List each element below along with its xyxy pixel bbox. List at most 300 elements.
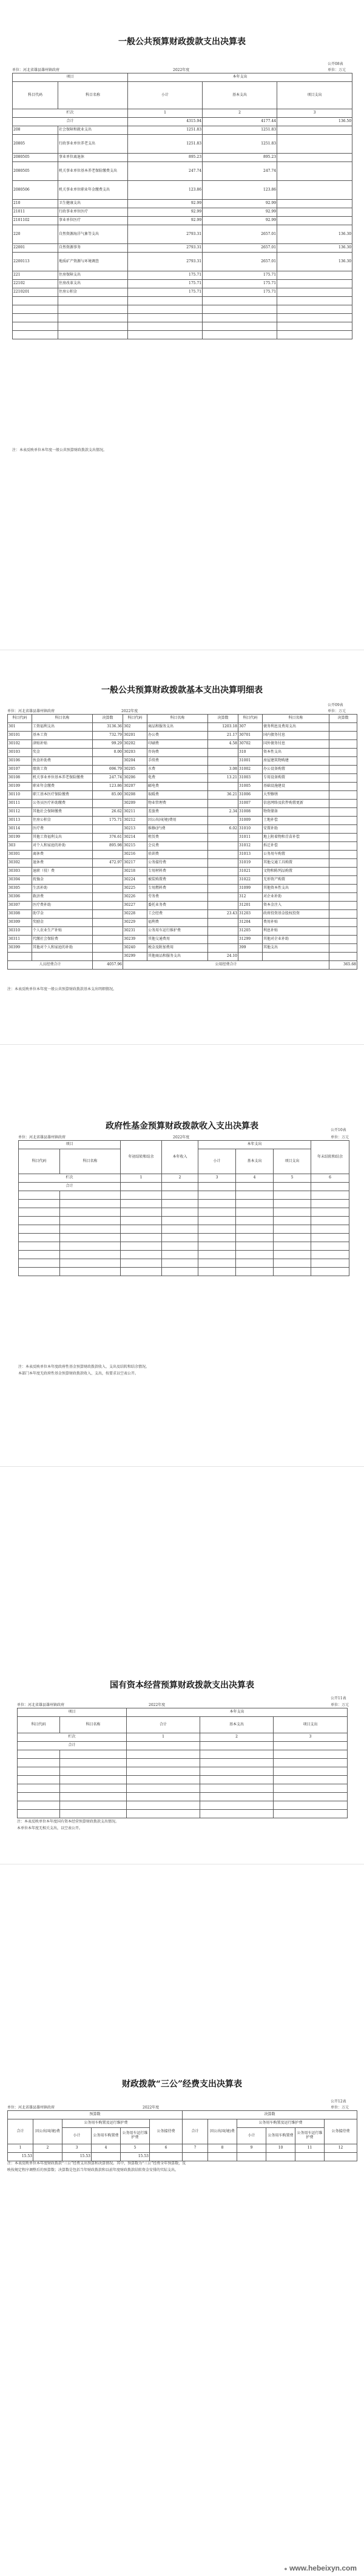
header-row <box>19 1141 349 1149</box>
empty-cell <box>121 1225 162 1234</box>
column-number: 6 <box>311 1174 349 1183</box>
subject-code: 399 <box>238 944 263 953</box>
subject-code: 31204 <box>238 919 263 927</box>
amount-cell <box>183 2153 208 2161</box>
money-unit: 单位：万元 <box>331 1135 349 1140</box>
column-label: 栏次 <box>13 109 128 118</box>
subject-name: 行政事业单位医疗 <box>58 208 128 217</box>
amount-cell: 247.74 <box>93 774 123 783</box>
empty-cell <box>200 1793 274 1801</box>
table-row <box>13 126 352 135</box>
header-total: 合计 <box>127 1717 200 1733</box>
total-value: 136.50 <box>277 118 352 126</box>
table-note: 注：本表反映单位本年度一般公共预算财政拨款基本支出明细情况。 <box>7 987 117 991</box>
subject-code: 31022 <box>238 876 263 885</box>
subject-name: 社会保障和就业支出 <box>58 126 128 135</box>
empty-cell <box>274 1208 311 1217</box>
form-number: 公开11表 <box>331 1696 346 1701</box>
total-label: 合计 <box>19 1183 121 1191</box>
table-row <box>13 162 352 181</box>
column-number: 9 <box>237 2144 266 2153</box>
subject-name: 办公设备购置 <box>263 766 329 774</box>
empty-cell <box>162 1234 198 1242</box>
amount-cell <box>93 851 123 859</box>
column-number: 2 <box>200 1733 274 1742</box>
empty-cell <box>60 1251 121 1259</box>
empty-cell <box>121 1217 162 1225</box>
subject-name: 利息补贴 <box>263 927 329 936</box>
empty-cell <box>311 1268 349 1276</box>
column-number: 12 <box>325 2144 357 2153</box>
empty-cell <box>18 1750 60 1759</box>
header-row <box>8 715 357 723</box>
subject-code: 30209 <box>123 800 147 808</box>
amount-cell: 895.98 <box>93 842 123 851</box>
subject-code: 30101 <box>8 732 32 740</box>
table-row <box>8 740 357 749</box>
table-row <box>8 825 357 834</box>
total-value: 2793.31 <box>128 225 203 244</box>
subject-name: 公务用车购置 <box>263 851 329 859</box>
amount-cell: 123.86 <box>93 783 123 791</box>
subject-code: 30107 <box>8 766 32 774</box>
amount-cell <box>93 885 123 893</box>
amount-cell <box>329 834 357 842</box>
empty-cell <box>274 1268 311 1276</box>
subject-code: 30103 <box>8 749 32 757</box>
subject-name: 医疗费 <box>32 825 93 834</box>
money-unit: 单位：万元 <box>328 709 346 713</box>
three-public-table <box>7 2110 357 2161</box>
project-value <box>277 154 352 162</box>
subject-code: 30701 <box>238 732 263 740</box>
subject-name: 退职（役）费 <box>32 868 93 876</box>
column-header: 科目名称 <box>32 715 93 723</box>
subject-name: 资本性支出 <box>263 749 329 757</box>
subject-name: 土地补偿 <box>263 817 329 825</box>
subject-name: 助学金 <box>32 910 93 919</box>
empty-cell <box>277 297 352 305</box>
total-value: 247.74 <box>128 162 203 181</box>
empty-cell <box>198 1208 236 1217</box>
column-number: 8 <box>208 2144 237 2153</box>
project-value <box>277 181 352 200</box>
table-row <box>8 774 357 783</box>
subject-name: 房屋建筑物购建 <box>263 757 329 766</box>
expenditure-table <box>12 73 352 339</box>
amount-cell: 0.00 <box>93 749 123 757</box>
total-row <box>18 1742 348 1750</box>
empty-cell <box>198 1200 236 1208</box>
empty-cell <box>203 322 277 331</box>
table-row <box>13 217 352 225</box>
subject-code: 30310 <box>8 927 32 936</box>
project-value: 136.30 <box>277 253 352 271</box>
amount-cell <box>208 893 238 902</box>
subject-name: 奖金 <box>32 749 93 757</box>
subject-code: 30305 <box>8 885 32 893</box>
amount-cell <box>208 868 238 876</box>
empty-row <box>18 1759 348 1767</box>
empty-cell <box>19 1225 60 1234</box>
empty-row <box>19 1208 349 1217</box>
subject-code: 31021 <box>238 868 263 876</box>
gov-fund-table <box>18 1140 349 1276</box>
header-actual: 本年支出 <box>127 1708 348 1717</box>
subject-name <box>32 953 93 961</box>
table-row <box>8 723 357 732</box>
empty-cell <box>128 331 203 339</box>
table-row <box>8 936 357 944</box>
amount-cell: 175.71 <box>93 817 123 825</box>
subject-name: 资本金注入 <box>263 902 329 910</box>
subject-name: 代缴社会保险费 <box>32 936 93 944</box>
fiscal-year: 2022年度 <box>173 1135 190 1140</box>
empty-cell <box>203 305 277 314</box>
amount-cell <box>93 800 123 808</box>
header-car-running: 公务用车运行维护费 <box>295 2128 325 2144</box>
empty-cell <box>236 1268 274 1276</box>
column-number: 2 <box>203 109 277 118</box>
subject-name: 政府投资基金股权投资 <box>263 910 329 919</box>
column-header: 科目代码 <box>8 715 32 723</box>
table-row <box>8 910 357 919</box>
column-number: 1 <box>121 1174 162 1183</box>
header-basic: 基本支出 <box>200 1717 274 1733</box>
money-unit: 单位：万元 <box>331 1703 349 1707</box>
empty-cell <box>60 1268 121 1276</box>
column-number: 3 <box>198 1174 236 1183</box>
header-project: 项目 <box>18 1708 127 1717</box>
subject-code: 30202 <box>123 740 147 749</box>
total-value: 175.71 <box>128 280 203 288</box>
basic-value: 175.71 <box>203 280 277 288</box>
empty-cell <box>203 331 277 339</box>
header-row <box>8 2119 357 2128</box>
table-note: 注：本表反映单位本年度财政拨款“三公”经费支出预算和决算情况。其中，预算数为“三公”经费全年预算数，反 <box>7 2161 186 2166</box>
subject-name: 专用燃料费 <box>147 885 208 893</box>
amount-cell <box>329 953 357 961</box>
empty-cell <box>13 297 58 305</box>
subject-name: 退休费 <box>32 859 93 868</box>
subject-name: 奖励金 <box>32 919 93 927</box>
subject-code: 30110 <box>8 791 32 800</box>
subject-code: 30102 <box>8 740 32 749</box>
column-header: 科目名称 <box>263 715 329 723</box>
total-value: 123.86 <box>128 181 203 200</box>
amount-cell <box>329 885 357 893</box>
empty-cell <box>274 1251 311 1259</box>
table-row <box>13 200 352 208</box>
empty-row <box>13 314 352 322</box>
basic-value: 247.74 <box>203 162 277 181</box>
subject-code: 30208 <box>123 791 147 800</box>
amount-cell <box>329 859 357 868</box>
empty-cell <box>200 1759 274 1767</box>
watermark-dot-icon: ● <box>284 2566 288 2572</box>
amount-cell <box>329 825 357 834</box>
empty-cell <box>127 1810 200 1818</box>
subject-name: 卫生健康支出 <box>58 200 128 208</box>
page-title: 一般公共预算财政拨款支出决算表 <box>118 37 246 47</box>
empty-cell <box>60 1259 121 1268</box>
subject-name: 事业单位离退休 <box>58 154 128 162</box>
table-row <box>8 859 357 868</box>
table-row <box>8 944 357 953</box>
header-end-balance: 年末结转和结余 <box>311 1141 349 1174</box>
subject-name: 专用材料费 <box>147 868 208 876</box>
amount-cell <box>329 876 357 885</box>
empty-cell <box>274 1217 311 1225</box>
subject-name: 医疗费补助 <box>32 902 93 910</box>
subject-name: 其他商品和服务支出 <box>147 953 208 961</box>
total-value: 4315.94 <box>128 118 203 126</box>
amount-cell <box>325 2153 357 2161</box>
subject-name: 国内债务付息 <box>263 732 329 740</box>
column-header: 决算数 <box>329 715 357 723</box>
fiscal-year: 2022年度 <box>143 2105 160 2110</box>
empty-cell <box>60 1217 121 1225</box>
subject-code: 30217 <box>123 859 147 868</box>
empty-cell <box>236 1217 274 1225</box>
empty-cell <box>274 1776 348 1784</box>
project-value <box>277 200 352 208</box>
subject-code: 30702 <box>238 740 263 749</box>
subject-name: 机关事业单位基本养老保险缴费支出 <box>58 162 128 181</box>
column-header: 科目代码 <box>123 715 147 723</box>
empty-cell <box>128 314 203 322</box>
total-label: 合计 <box>18 1742 127 1750</box>
subject-name: 其他支出 <box>263 944 329 953</box>
amount-cell <box>208 944 238 953</box>
subject-name: 津贴补贴 <box>32 740 93 749</box>
empty-cell <box>162 1268 198 1276</box>
subject-name: 租赁费 <box>147 834 208 842</box>
subject-code: 2101102 <box>13 217 58 225</box>
subject-code: 2210201 <box>13 288 58 297</box>
subject-code: 30218 <box>123 868 147 876</box>
subject-name: 其他工资福利支出 <box>32 834 93 842</box>
personnel-total-value: 4057.96 <box>93 961 123 970</box>
header-subtotal: 小计 <box>198 1149 236 1174</box>
subject-name: 手续费 <box>147 757 208 766</box>
empty-cell <box>274 1234 311 1242</box>
subject-name: 商品和服务支出 <box>147 723 208 732</box>
header-car-subtotal: 小计 <box>237 2128 266 2144</box>
subject-code: 30106 <box>8 757 32 766</box>
empty-cell <box>60 1810 127 1818</box>
empty-cell <box>121 1242 162 1251</box>
subject-code: 31012 <box>238 842 263 851</box>
subject-name: 被装购置费 <box>147 876 208 885</box>
form-number: 公开10表 <box>331 1128 346 1132</box>
basic-value: 92.99 <box>203 217 277 225</box>
empty-cell <box>162 1217 198 1225</box>
subject-code: 30109 <box>8 783 32 791</box>
subject-code: 307 <box>238 723 263 732</box>
header-project-exp: 项目支出 <box>277 82 352 109</box>
subject-code: 221 <box>13 271 58 280</box>
empty-cell <box>127 1759 200 1767</box>
empty-cell <box>311 1200 349 1208</box>
subject-name: 邮电费 <box>147 783 208 791</box>
header-row <box>13 82 352 109</box>
subject-code: 30114 <box>8 825 32 834</box>
subject-code: 31205 <box>238 927 263 936</box>
watermark <box>284 2564 357 2572</box>
table-row <box>13 280 352 288</box>
table-row <box>8 851 357 859</box>
public-total-value: 365.68 <box>329 961 357 970</box>
amount-cell <box>329 774 357 783</box>
table-row <box>13 225 352 244</box>
page-title: 国有资本经营预算财政拨款支出决算表 <box>110 1681 254 1690</box>
subject-code: 31203 <box>238 910 263 919</box>
subject-name: 其他交通工具购置 <box>263 859 329 868</box>
table-row <box>8 927 357 936</box>
subject-code: 30207 <box>123 783 147 791</box>
amount-cell <box>208 842 238 851</box>
subject-name: 机关事业单位职业年金缴费支出 <box>58 181 128 200</box>
total-value: 92.99 <box>128 200 203 208</box>
subject-code: 31019 <box>238 859 263 868</box>
unit-name: 单位：河北省雄县雄州镇政府 <box>7 709 55 713</box>
empty-row <box>13 297 352 305</box>
project-value <box>277 217 352 225</box>
subject-code: 301 <box>8 723 32 732</box>
header-reception: 公务接待费 <box>150 2119 183 2144</box>
table-note: 本部门本年度无政府性基金预算财政拨款收入、支出，按要求以空表公开。 <box>18 1371 139 1376</box>
amount-cell: 4.58 <box>208 740 238 749</box>
amount-cell <box>208 902 238 910</box>
amount-cell <box>329 740 357 749</box>
amount-cell <box>329 936 357 944</box>
gov-fund-section <box>0 1069 364 1494</box>
amount-cell <box>329 757 357 766</box>
amount-cell <box>93 910 123 919</box>
subject-name: 工资福利支出 <box>32 723 93 732</box>
subject-code: 31299 <box>238 936 263 944</box>
total-value: 1251.83 <box>128 135 203 154</box>
empty-cell <box>18 1759 60 1767</box>
amount-cell <box>93 757 123 766</box>
column-number: 1 <box>128 109 203 118</box>
subject-code: 30299 <box>123 953 147 961</box>
header-budget: 预算数 <box>8 2111 183 2119</box>
empty-cell <box>121 1200 162 1208</box>
total-label: 合计 <box>13 118 128 126</box>
subject-code: 31011 <box>238 834 263 842</box>
empty-cell <box>58 297 128 305</box>
empty-row <box>19 1259 349 1268</box>
total-value: 92.99 <box>128 217 203 225</box>
table-note: 注：本表反映单位本年度一般公共预算财政拨款支出情况。 <box>12 448 107 452</box>
column-header: 决算数 <box>208 715 238 723</box>
table-row <box>8 732 357 740</box>
subject-code: 30228 <box>123 910 147 919</box>
empty-cell <box>274 1767 348 1776</box>
table-row <box>8 834 357 842</box>
empty-cell <box>18 1793 60 1801</box>
header-total: 合计 <box>8 2119 33 2144</box>
form-number: 公开08表 <box>328 62 343 66</box>
empty-cell <box>274 1242 311 1251</box>
empty-cell <box>13 331 58 339</box>
empty-cell <box>311 1259 349 1268</box>
subject-code: 31006 <box>238 791 263 800</box>
amount-cell <box>93 893 123 902</box>
subject-name: 住房保障支出 <box>58 271 128 280</box>
total-row <box>19 1183 349 1191</box>
subject-name: 拆迁补偿 <box>263 842 329 851</box>
header-expense: 本年支出 <box>198 1141 311 1149</box>
header-car-running: 公务用车运行维护费 <box>121 2128 150 2144</box>
table-row <box>8 757 357 766</box>
subject-name: 其他对个人和家庭的补助 <box>32 944 93 953</box>
personnel-total-label: 人员经费合计 <box>8 961 93 970</box>
subject-code: 31099 <box>238 885 263 893</box>
empty-cell <box>162 1200 198 1208</box>
amount-cell <box>208 919 238 927</box>
table-row <box>13 253 352 271</box>
amount-cell <box>329 791 357 800</box>
amount-cell <box>295 2153 325 2161</box>
header-actual: 本年支出 <box>128 73 352 82</box>
subject-name: 福利费 <box>147 919 208 927</box>
empty-cell <box>19 1268 60 1276</box>
subject-code: 2080506 <box>13 181 58 200</box>
subject-code: 30205 <box>123 766 147 774</box>
subject-name: 住房改革支出 <box>58 280 128 288</box>
empty-cell <box>128 297 203 305</box>
amount-cell <box>329 944 357 953</box>
subject-code: 30204 <box>123 757 147 766</box>
empty-cell <box>19 1242 60 1251</box>
amount-cell <box>208 851 238 859</box>
empty-cell <box>203 314 277 322</box>
empty-cell <box>311 1208 349 1217</box>
empty-cell <box>274 1750 348 1759</box>
amount-cell <box>208 927 238 936</box>
subject-code: 30308 <box>8 910 32 919</box>
table-row <box>8 876 357 885</box>
subject-name: 无形资产购置 <box>263 876 329 885</box>
table-row <box>8 919 357 927</box>
empty-cell <box>58 322 128 331</box>
unit-name: 单位：河北省雄县雄州镇政府 <box>17 1703 65 1707</box>
subject-name: 因公出国(境)费用 <box>147 817 208 825</box>
subject-name: 税金及附加费用 <box>147 944 208 953</box>
subject-name: 伙食补助费 <box>32 757 93 766</box>
amount-cell <box>93 944 123 953</box>
subject-name: 维修(护)费 <box>147 825 208 834</box>
amount-cell <box>329 817 357 825</box>
amount-cell <box>208 876 238 885</box>
header-project: 项目 <box>19 1141 121 1149</box>
empty-cell <box>200 1810 274 1818</box>
amount-cell: 99.29 <box>93 740 123 749</box>
subject-code: 31007 <box>238 800 263 808</box>
subject-code: 310 <box>238 749 263 757</box>
project-value <box>277 162 352 181</box>
amount-cell <box>329 723 357 732</box>
amount-cell <box>93 927 123 936</box>
empty-cell <box>274 1759 348 1767</box>
empty-cell <box>128 305 203 314</box>
empty-cell <box>121 1268 162 1276</box>
empty-cell <box>236 1251 274 1259</box>
empty-cell <box>311 1234 349 1242</box>
